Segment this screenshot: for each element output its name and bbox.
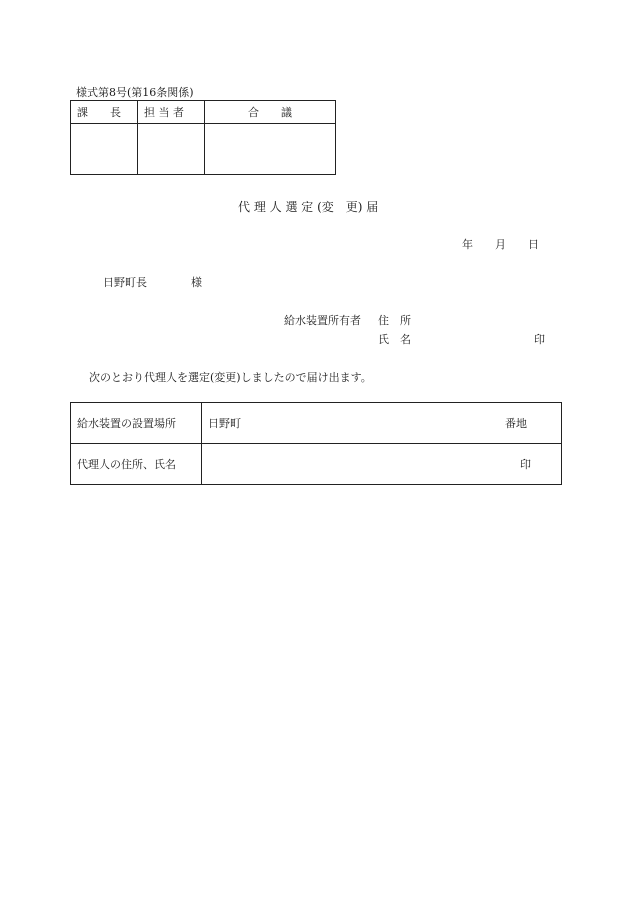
addressee: 日野町長 様 [103, 276, 202, 289]
location-value-cell[interactable] [202, 403, 562, 444]
address-label: 住 所 [378, 314, 411, 327]
location-label-cell: 給水装置の設置場所 [71, 403, 202, 444]
location-suffix: 番地 [505, 417, 527, 430]
table-row [71, 444, 562, 485]
agent-seal: 印 [520, 458, 531, 471]
info-table [70, 402, 562, 485]
form-number: 様式第8号(第16条関係) [76, 86, 194, 99]
approval-header-chief: 課 長 [71, 101, 138, 124]
seal-mark: 印 [534, 333, 545, 346]
name-label: 氏 名 [378, 333, 411, 346]
statement: 次のとおり代理人を選定(変更)しましたので届け出ます。 [89, 371, 372, 384]
date-line[interactable]: 年 月 日 [462, 238, 539, 251]
location-prefix: 日野町 [208, 417, 241, 430]
approval-header-council: 合 議 [205, 101, 336, 124]
approval-table [70, 100, 336, 175]
approval-box-chief[interactable] [71, 124, 138, 175]
agent-label-cell: 代理人の住所、氏名 [71, 444, 202, 485]
table-row [71, 403, 562, 444]
approval-box-staff[interactable] [138, 124, 205, 175]
approval-box-council[interactable] [205, 124, 336, 175]
agent-value-cell[interactable] [202, 444, 562, 485]
owner-label: 給水装置所有者 [284, 314, 361, 327]
approval-header-staff: 担 当 者 [138, 101, 205, 124]
form-title: 代 理 人 選 定 (変 更) 届 [238, 200, 379, 214]
